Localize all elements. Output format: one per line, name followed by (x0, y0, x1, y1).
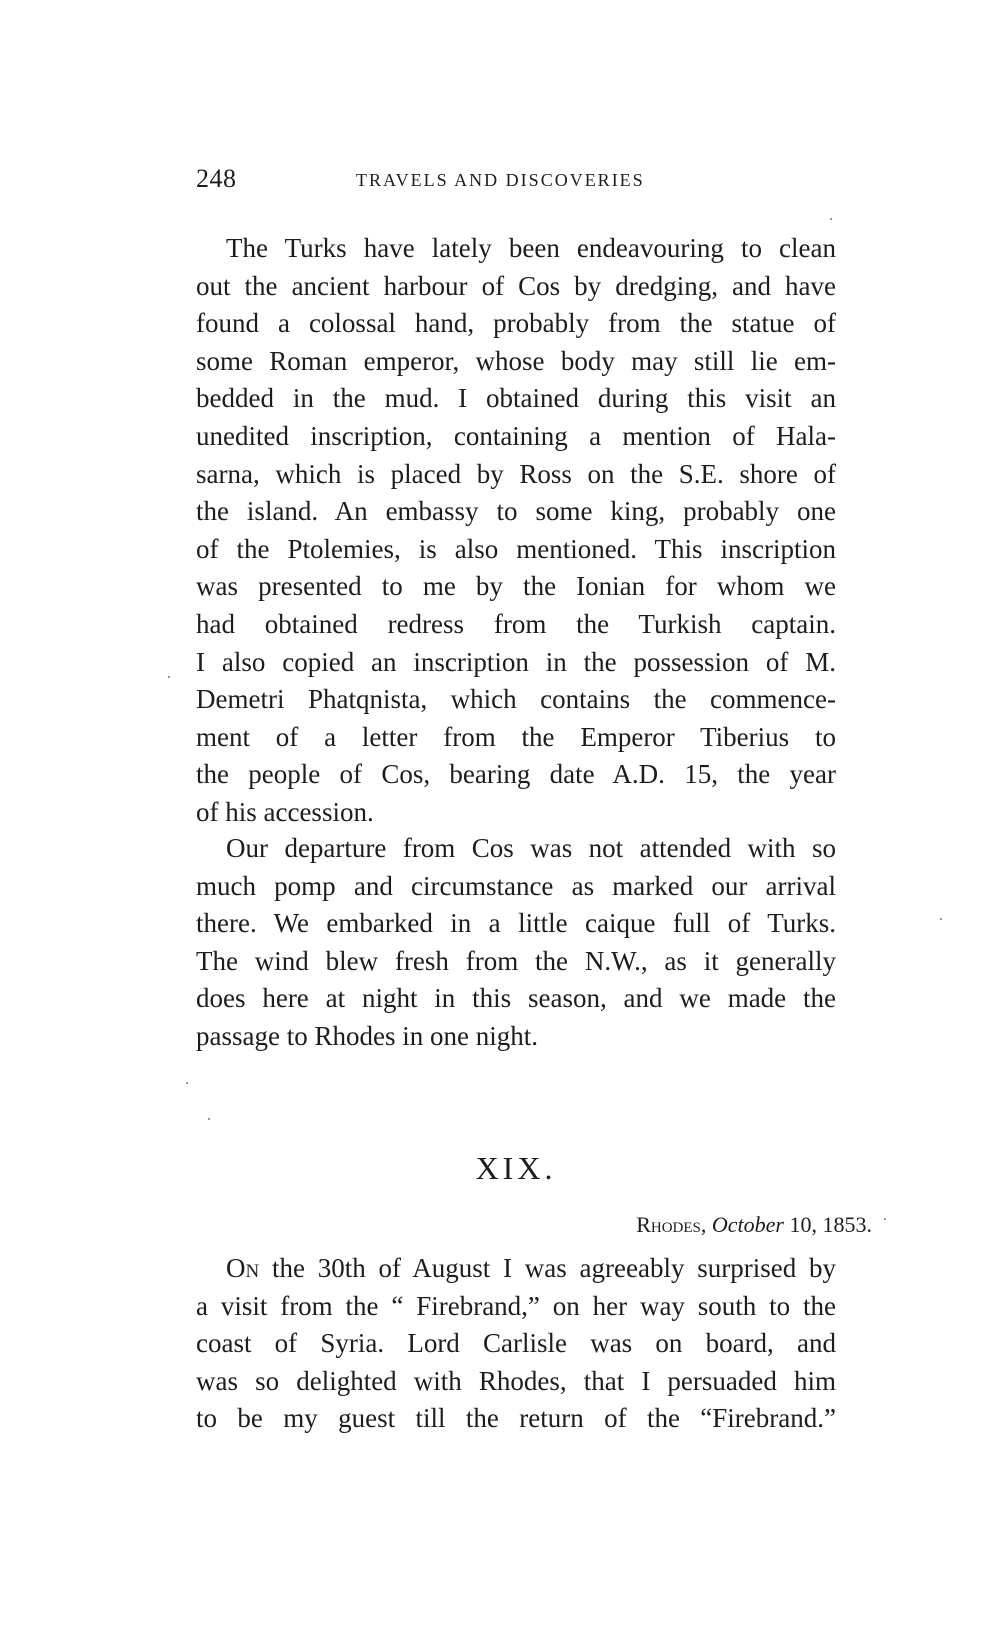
text-line: sarna, which is placed by Ross on the S.E. shore of (196, 458, 836, 489)
text-line: The Turks have lately been endeavouring to clean (226, 233, 836, 263)
running-head (196, 164, 836, 198)
paragraph-departure (196, 830, 836, 1056)
text-line: had obtained redress from the Turkish captain. (196, 608, 836, 639)
page-number: 248 (196, 164, 237, 193)
text-line: of his accession. (196, 796, 374, 827)
initial-word: On (226, 1253, 260, 1283)
text-line: was so delighted with Rhodes, that I persuaded him (196, 1365, 836, 1396)
paper-speck (208, 1118, 210, 1120)
text-line: Our departure from Cos was not attended with so (226, 833, 836, 863)
running-title: TRAVELS AND DISCOVERIES (356, 170, 645, 190)
paper-speck (168, 676, 170, 678)
paper-speck (830, 218, 832, 220)
text-line: does here at night in this season, and we made the (196, 983, 836, 1014)
text-line: some Roman emperor, whose body may still lie em- (196, 345, 836, 376)
paper-speck (186, 1082, 188, 1084)
dateline-date: 10, 1853. (789, 1212, 872, 1237)
text-line: bedded in the mud. I obtained during this visit an (196, 383, 836, 414)
text-line: Demetri Phatqnista, which contains the commence- (196, 684, 836, 715)
dateline-month: October (711, 1212, 784, 1237)
section-heading: XIX. (475, 1150, 557, 1186)
text-line-rest: the 30th of August I was agreeably surprised by (259, 1253, 836, 1283)
text-line: the island. An embassy to some king, probably one (196, 496, 836, 527)
paragraph-cos-harbour (196, 230, 836, 832)
paper-speck (940, 918, 942, 920)
text-line (196, 1250, 836, 1288)
paper-speck (884, 1218, 886, 1220)
text-line: to be my guest till the return of the “Firebrand.” (196, 1403, 836, 1434)
text-line: passage to Rhodes in one night. (196, 1020, 538, 1051)
text-line: The wind blew fresh from the N.W., as it generally (196, 945, 836, 976)
text-line: out the ancient harbour of Cos by dredging, and have (196, 270, 836, 301)
text-line: there. We embarked in a little caique full of Turks. (196, 908, 836, 939)
dateline-place: Rhodes, (636, 1212, 707, 1237)
text-line: was presented to me by the Ionian for whom we (196, 571, 836, 602)
dateline (636, 1212, 872, 1238)
text-line: unedited inscription, containing a mention of Hala- (196, 420, 836, 451)
paragraph-firebrand (196, 1250, 836, 1438)
text-line: much pomp and circumstance as marked our arrival (196, 870, 836, 901)
text-line: found a colossal hand, probably from the statue of (196, 308, 836, 339)
text-line: the people of Cos, bearing date A.D. 15, the year (196, 759, 836, 790)
text-line: ment of a letter from the Emperor Tiberius to (196, 721, 836, 752)
text-line: coast of Syria. Lord Carlisle was on board, and (196, 1328, 836, 1359)
text-line: I also copied an inscription in the possession of M. (196, 646, 836, 677)
text-line: of the Ptolemies, is also mentioned. This inscription (196, 533, 836, 564)
text-line: a visit from the “ Firebrand,” on her way south to the (196, 1290, 836, 1321)
